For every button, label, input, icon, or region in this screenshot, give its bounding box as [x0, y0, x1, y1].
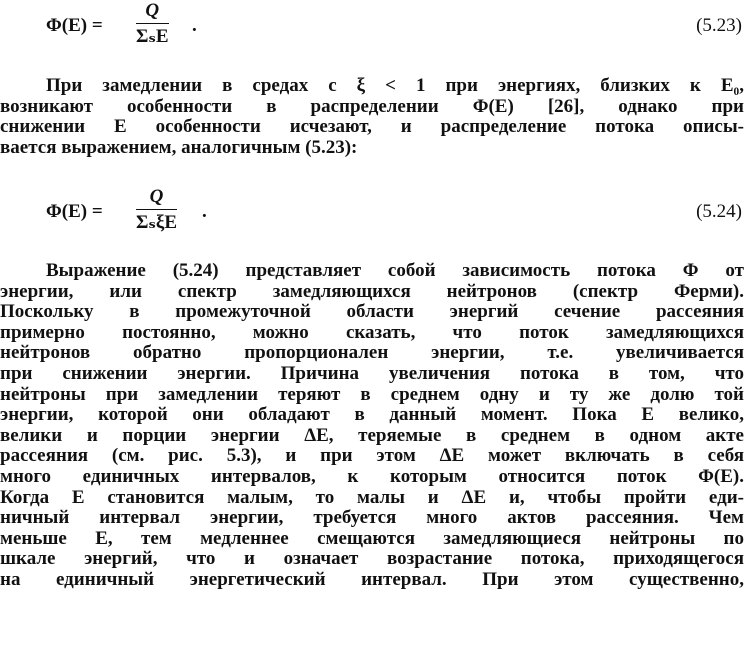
text-line: много единичных интервалов, к которым относится поток Φ(E).: [0, 465, 744, 487]
equation-number: (5.24): [696, 201, 742, 222]
text-line: примерно постоянно, можно сказать, что поток замедляющихся: [0, 321, 744, 343]
text-line: Когда E становится малым, то малы и ΔE и, чтобы пройти еди-: [0, 486, 744, 508]
fraction-numerator: Q: [149, 186, 164, 207]
text-line: шкале энергий, что и означает возрастание потока, приходящегося: [0, 548, 744, 570]
equation-number: (5.23): [696, 15, 742, 36]
fraction: [136, 186, 177, 234]
fraction-bar: [136, 209, 177, 210]
text-line: вается выражением, аналогичным (5.23):: [0, 136, 358, 158]
text-line: При замедлении в средах с ξ < 1 при энергиях, близких к E₀,: [46, 75, 744, 96]
formula-terminator: .: [192, 15, 197, 36]
text-line: на единичный энергетический интервал. При этом существенно,: [0, 568, 744, 590]
text-line: энергии, которой они обладают в данный момент. Пока E велико,: [0, 404, 744, 426]
text-line: при снижении энергии. Причина увеличения потока в том, что: [0, 362, 744, 384]
fraction-denominator: ΣₛξE: [136, 212, 178, 233]
text-line: снижении E особенности исчезают, и распределение потока описы-: [0, 116, 744, 138]
text-line: возникают особенности в распределении Φ(E) [26], однако при: [0, 95, 744, 117]
formula-5-24: [46, 186, 744, 242]
text-line: нейтронов обратно пропорционален энергии, т.е. увеличивается: [0, 342, 744, 364]
text-line: велики и порции энергии ΔE, теряемые в среднем в одном акте: [0, 424, 744, 446]
fraction-bar: [136, 23, 169, 24]
text-line: меньше E, тем медленнее смещаются замедляющиеся нейтроны по: [0, 527, 744, 549]
text-line: нейтроны при замедлении теряют в среднем одну и ту же долю той: [0, 383, 744, 405]
formula-lhs: Φ(E) =: [46, 15, 103, 36]
text-line: Поскольку в промежуточной области энергий сечение рассеяния: [0, 301, 744, 323]
fraction-denominator: ΣₛE: [136, 26, 169, 47]
text-line: рассеяния (см. рис. 5.3), и при этом ΔE может включать в себя: [0, 445, 744, 467]
formula-lhs: Φ(E) =: [46, 201, 103, 222]
fraction: [136, 0, 169, 48]
paragraph-1: [0, 76, 744, 158]
fraction-numerator: Q: [145, 0, 160, 21]
text-line: энергии, или спектр замедляющихся нейтронов (спектр Ферми).: [0, 280, 744, 302]
text-line: Выражение (5.24) представляет собой зависимость потока Φ от: [46, 260, 744, 281]
formula-5-23: [46, 0, 744, 56]
text-line: ничный интервал энергии, требуется много актов рассеяния. Чем: [0, 507, 744, 529]
formula-terminator: .: [202, 201, 207, 222]
paragraph-2: [0, 261, 744, 591]
